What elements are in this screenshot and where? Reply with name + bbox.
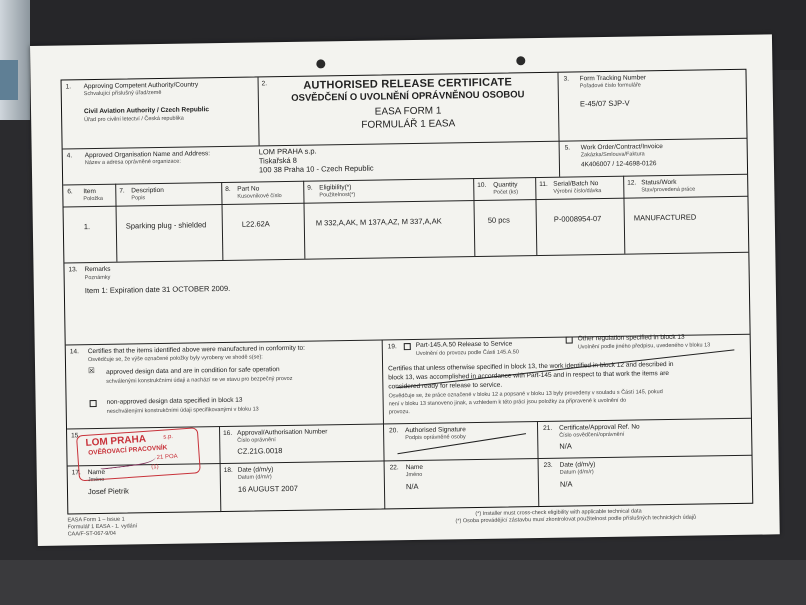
block-20-label: Authorised Signature [405,426,466,435]
form-name: EASA FORM 1 [374,105,442,118]
row-serial: P-0008954-07 [553,214,602,224]
row-part-no: L22.62A [241,219,270,229]
block-21-number: 21. [543,424,553,432]
col-part-no-header-cz: Kusovníkové číslo [237,193,282,200]
block-22-value: N/A [405,481,419,492]
block-14-checkbox-checked[interactable]: ☒ [88,366,95,376]
block-19-option-part-145: Part-145.A.50 Release to Service [415,340,513,349]
block-4-number: 4. [66,152,73,160]
row-eligibility: M 332,A,AK, M 137A,AZ, M 337,A,AK [315,216,442,228]
block-16-number: 16. [223,429,233,438]
block-19-checkbox-part-145[interactable] [404,343,411,350]
rule [64,252,748,264]
block-18-label: Date (d/m/y) [237,466,274,474]
footer-issue-cz: Formulář 1 EASA - 1. vydání [67,523,138,531]
rule [473,178,475,256]
block-14-option-non-approved: non-approved design data specified in block 13 [106,396,243,406]
col-quantity-header-cz: Počet (ks) [493,189,519,196]
block-4-label: Approved Organisation Name and Address: [84,150,211,160]
block-13-label: Remarks [84,265,111,274]
block-19-number: 19. [387,343,397,351]
block-14-number: 14. [69,348,79,356]
rule [221,182,223,260]
block-1-authority: Civil Aviation Authority / Czech Republic [83,106,210,116]
block-22-label: Name [405,463,424,472]
col-description-header: Description [131,186,164,195]
block-4-label-cz: Název a adresa oprávněné organizace: [84,158,181,167]
certificate-ref-value: N/A [559,441,572,451]
work-order-number: 4K406007 / 12-4698-0126 [580,160,657,169]
footer-issue: EASA Form 1 – Issue 1 [67,516,125,524]
block-18-number: 18. [223,466,233,475]
row-quantity: 50 pcs [487,215,510,225]
punch-hole [316,59,325,68]
rule [303,181,305,259]
block-17-label-cz: Jméno [87,476,105,484]
block-15-number: 15. [71,432,81,440]
col-serial-header: Serial/Batch No [553,180,599,188]
col-eligibility-header-cz: Použitelnost(*) [319,191,356,199]
col-12-number: 12. [627,179,637,187]
rule [535,177,537,255]
block-1-label: Approving Competent Authority/Country [83,81,199,91]
col-description-header-cz: Popis [131,195,146,202]
organisation-street: Tiskařská 8 [258,155,297,166]
block-17-label: Name [87,468,106,477]
block-1-label-cz: Schvalující příslušný úřad/země [83,89,162,98]
block-20-number: 20. [389,427,399,435]
rule [537,421,539,507]
col-quantity-header: Quantity [493,181,518,189]
block-23-number: 23. [543,461,553,469]
block-14-checkbox[interactable] [90,400,97,407]
organisation-city: 100 38 Praha 10 - Czech Republic [258,163,374,175]
col-item-header: Item [83,187,97,196]
col-item-header-cz: Položka [83,195,104,203]
block-5-label-cz: Zakázka/Smlouva/Faktura [580,151,645,159]
background-object-edge [0,60,18,100]
footer-note-cz: (*) Osoba provádějící zástavbu musí zkontrolovat použitelnost podle příslušných technických údajů [455,514,697,525]
stamp-company-suffix: s.p. [163,433,174,441]
rule [64,196,748,208]
easa-form-1 [61,69,754,518]
row-status: MANUFACTURED [633,212,697,223]
col-6-number: 6. [67,188,73,196]
block-21-label-cz: Číslo osvědčení/oprávnění [559,431,625,439]
block-19-text-cz-line1: Osvědčuje se, že práce označené v bloku 12 a popsané v bloku 13 byly provedeny v souladu s Částí 145, pokud [388,389,663,400]
block-1-number: 1. [65,83,72,91]
block-19-text-line2: block 13, was accomplished in accordance with Part-145 and in respect to that work the items are [388,370,670,382]
block-14-text-cz: Osvědčuje se, že výše označené položky byly vyrobeny ve shodě s(se): [87,354,263,364]
signature-date: 16 AUGUST 2007 [237,483,298,494]
col-7-number: 7. [119,187,125,195]
block-1-authority-cz: Úřad pro civilní letectví / Česká republika [84,115,184,124]
block-22-number: 22. [389,464,399,472]
block-5-number: 5. [564,144,571,152]
block-3-label-cz: Pořadové číslo formuláře [579,82,641,90]
block-19-text-line1: Certifies that unless otherwise specified in block 13, the work identified in block 12 and described in [388,360,674,373]
paper-sheet [30,34,780,546]
background-bottom [0,560,806,605]
col-11-number: 11. [539,180,548,189]
block-20-label-cz: Podpis oprávněné osoby [405,434,466,442]
block-23-label-cz: Datum (d/m/r) [559,469,594,476]
block-19-option-part-145-cz: Uvolnění do provozu podle Části 145.A.50 [415,349,519,357]
row-description: Sparking plug - shielded [125,220,207,231]
col-8-number: 8. [225,185,231,193]
block-22-label-cz: Jméno [405,471,423,479]
stamp-code: 21 POA [156,453,178,462]
rule [382,339,386,509]
block-3-number: 3. [563,75,570,83]
block-23-label: Date (d/m/y) [559,461,596,469]
block-14-text: Certifies that the items identified above were manufactured in conformity to: [87,344,305,356]
block-13-number: 13. [68,266,78,274]
block-3-label: Form Tracking Number [579,74,647,83]
col-status-header: Status/Work [641,178,677,187]
col-9-number: 9. [307,184,313,192]
block-2-number: 2. [261,80,268,88]
block-16-label: Approval/Authorisation Number [237,428,328,437]
approval-number: CZ.21G.0018 [237,446,283,456]
organisation-name: LOM PRAHA s.p. [258,146,317,157]
form-tracking-number: E-45/07 SJP-V [579,98,630,109]
block-19-option-other-cz: Uvolnění podle jiného předpisu, uvedeného v bloku 13 [577,342,711,351]
remarks-text: Item 1: Expiration date 31 OCTOBER 2009. [84,283,231,296]
rule [623,176,625,254]
block-23-value: N/A [559,479,573,489]
stamp-company: LOM PRAHA [85,433,147,449]
punch-hole [516,56,525,65]
block-21-label: Certificate/Approval Ref. No [559,423,640,432]
block-19-option-other: Other regulation specified in block 13 [577,333,685,343]
col-part-no-header: Part No [237,185,260,193]
form-title-cz: OSVĚDČENÍ O UVOLNĚNÍ OPRÁVNĚNOU OSOBOU [291,89,525,104]
block-19-checkbox-other[interactable] [566,337,573,344]
col-status-header-cz: Stav/provedená práce [641,186,696,194]
block-18-label-cz: Datum (d/m/r) [237,474,272,481]
stamp-number: (1) [151,464,159,471]
rule [219,426,221,512]
col-10-number: 10. [477,181,487,189]
block-14-option-approved-cz: schválenými konstrukčními údaji a nachází se ve stavu pro bezpečný provoz [106,375,293,385]
stamp-role: OVĚŘOVACÍ PRACOVNÍK [87,444,168,457]
col-serial-header-cz: Výrobní číslo/dávka [553,188,602,195]
block-5-label: Work Order/Contract/Invoice [580,143,663,152]
block-17-number: 17. [71,469,81,477]
block-19-text-cz-line2: není v bloku 13 stanoveno jinak, a vzhledem k této práci jsou položky za připravené k uvolnění do [388,397,627,408]
form-title: AUTHORISED RELEASE CERTIFICATE [303,76,513,92]
block-14-option-approved: approved design data and are in condition for safe operation [106,366,280,376]
signatory-name: Josef Pietrik [87,486,129,497]
footer-code: CAA/F-ST-067-9/04 [67,530,117,538]
rule [115,184,117,262]
block-19-text-cz-line3: provozu. [388,409,410,416]
col-eligibility-header: Eligibility(*) [319,183,352,192]
block-13-label-cz: Poznámky [84,274,111,282]
form-name-cz: FORMULÁŘ 1 EASA [361,118,456,131]
block-14-option-non-approved-cz: neschválenými konstrukčními údaji specifikovanými v bloku 13 [106,406,259,415]
block-16-label-cz: Číslo oprávnění [237,437,276,444]
row-item: 1. [83,222,91,232]
footer-note: (*) Installer must cross-check eligibility with applicable technical data [475,508,642,518]
block-19-text-line3: considered ready for release to service. [388,381,503,391]
